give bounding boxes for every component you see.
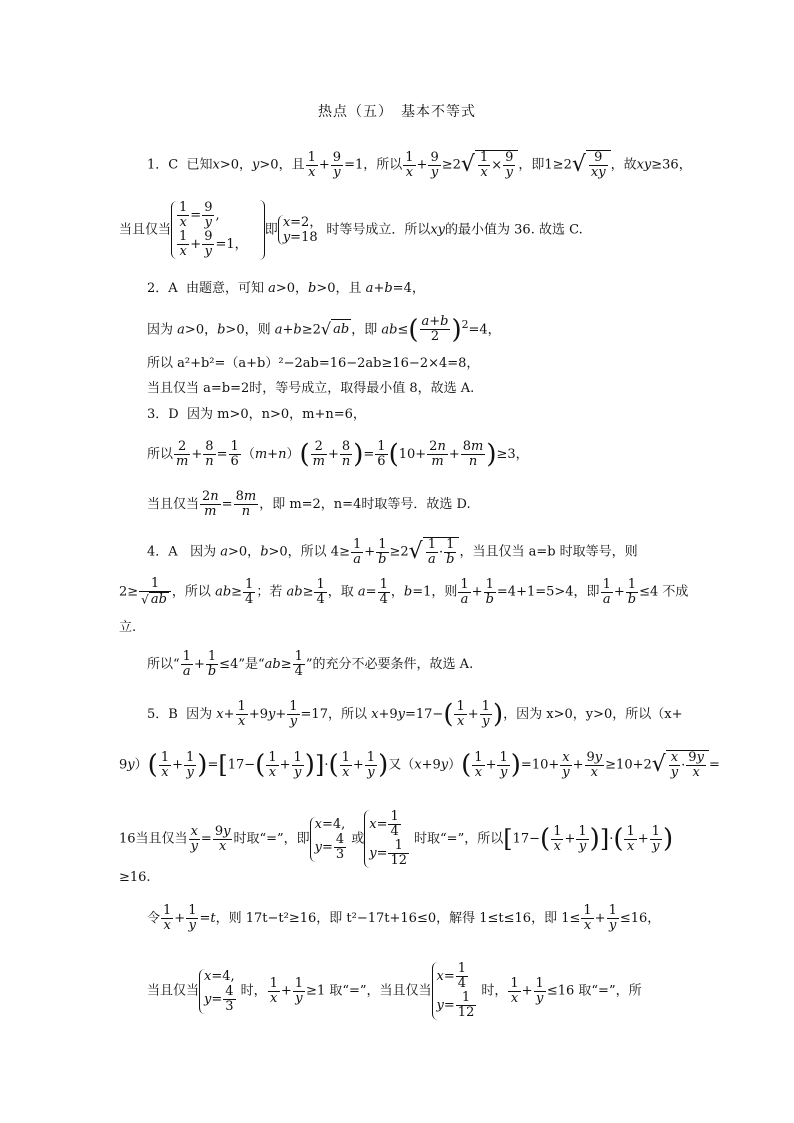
item-4-line-1: 4．A 因为 a>0，b>0，所以 4≥ $\frac{1}{a}$ + $\frac{1}{b}$ ≥2√ $\frac{1}{a}$ · $\frac{1}{b}$ ，当且仅当 a=b 时取等号，则 [147, 536, 638, 567]
text-segment: ，因为 x>0，y>0，所以（x+ [503, 707, 683, 722]
text-segment: 或 [351, 831, 365, 847]
text-segment: 时等号成立．所以 [326, 222, 431, 238]
text-segment: 因为 [147, 322, 174, 338]
item-4-line-2: 2≥ $\frac{1}{√ ab}$ ，所以 ab≥ $\frac{1}{4}$ ；若 ab≥ $\frac{1}{4}$ ，取 a= $\frac{1}{4}$ ，b=1，则 $\frac{1}{a}$ + $\frac{1}{b}$ =4+1=5>4，即 $\frac{1}{a}$ + $\frac{1}{b}$ ≤4 不成 [119, 576, 689, 607]
text-segment: ，则 [244, 322, 271, 338]
text-segment: 取“=”，所 [578, 983, 642, 999]
text-segment: 不成 [662, 584, 689, 600]
text-segment: ，当且仅当 a=b 时取等号，则 [459, 544, 638, 560]
text-segment: ，所以 [171, 584, 211, 600]
text-segment: 当且仅当 [119, 222, 172, 238]
item-5-line-5: 令 $\frac{1}{x}$ + $\frac{1}{y}$ =t，则 17t−t²≥16，即 t²−17t+16≤0，解得 1≤t≤16，即 1≤ $\frac{1}{x}$ + $\frac{1}{y}$ ≤16， [147, 903, 661, 933]
item-5-line-2: 9y）( $\frac{1}{x}$ + $\frac{1}{y}$ )=[17−( $\frac{1}{x}$ + $\frac{1}{y}$ )]·( $\frac{1}{x}$ + $\frac{1}{y}$ )又（x+9y）( $\frac{1}{x}$ + $\frac{1}{y}$ )=10+ $\frac{x}{y}$ + $\frac{9y}{x}$ ≥10+2√ $\frac{x}{y}$ · $\frac{9y}{x}$ = [119, 749, 720, 780]
item-3-line-2: 所以 $\frac{2}{m}$ + $\frac{8}{n}$ = $\frac{1}{6}$ （m+n）( $\frac{2}{m}$ + $\frac{8}{n}$ )= $\frac{1}{6}$ (10+ $\frac{2n}{m}$ + $\frac{8m}{n}$ )≥3， [147, 439, 529, 470]
text-segment: ，故 [610, 157, 637, 173]
text-segment: 因为 [186, 707, 213, 722]
item-number: 4 [147, 544, 156, 560]
text-segment: ，且 [278, 157, 305, 173]
item-5-line-3: 16当且仅当 $\frac{x}{y}$ = $\frac{9y}{x}$ 时取“=”，即 x=4, y= $\frac{4}{3}$ 或 x= $\frac{1}{4}$ y= $\frac{1}{12}$ 时取“=”，所以[17−( $\frac{1}{x}$ + $\frac{1}{y}$ )]·( $\frac{1}{x}$ + $\frac{1}{y}$ ) [119, 809, 674, 868]
item-answer: B [168, 707, 178, 722]
text-segment: 当且仅当 [147, 983, 200, 999]
text-segment: ”是“ [238, 657, 265, 672]
item-number: 3 [147, 407, 156, 422]
text-segment: ，则 [431, 584, 458, 600]
item-5-line-6: 当且仅当 x=4, y= $\frac{4}{3}$ 时， $\frac{1}{x}$ + $\frac{1}{y}$ ≥1 取“=”，当且仅当 x= $\frac{1}{4}$ y= $\frac{1}{12}$ 时， $\frac{1}{x}$ + $\frac{1}{y}$ ≤16 取“=”，所 [147, 961, 642, 1020]
item-1-line-1: 1．C 已知x>0，y>0，且 $\frac{1}{x}$ + $\frac{9}{y}$ =1，所以 $\frac{1}{x}$ + $\frac{9}{y}$ ≥2√ $\frac{1}{x}$ × $\frac{9}{y}$ ，即1≥2√ $\frac{9}{xy}$ ，故xy≥36， [147, 149, 692, 180]
text-segment: 令 [147, 911, 161, 926]
text-segment: ，所以 [327, 707, 367, 722]
text-segment: ，即 [518, 157, 545, 173]
text-segment: 因为 m>0，n>0，m+n=6， [187, 407, 366, 422]
text-segment: 即 [264, 222, 278, 238]
text-segment: ；若 [256, 584, 283, 600]
text-segment: 当且仅当 [135, 831, 188, 847]
text-segment: 当且仅当 [147, 497, 200, 512]
item-2-line-1: 2．A 由题意，可知 a>0，b>0，且 a+b=4， [147, 281, 425, 296]
text-segment: 取“=”，当且仅当 [329, 983, 432, 999]
item-5-line-4: ≥16. [119, 870, 151, 885]
item-2-line-2: 因为 a>0，b>0，则 a+b≥2√ ab ，即 ab≤( $\frac{a+b}{2}$ )$^2$=4， [147, 314, 501, 345]
item-answer: A [168, 281, 178, 296]
item-answer: C [168, 157, 179, 173]
item-2-line-3: 所以 a²+b²=（a+b）²−2ab=16−2ab≥16−2×4=8， [147, 356, 480, 371]
text-segment: 所以 [147, 447, 174, 462]
item-3-line-1: 3．D 因为 m>0，n>0，m+n=6， [147, 407, 366, 422]
item-answer: D [168, 407, 179, 422]
text-segment: 时， [240, 983, 267, 999]
item-number: 1 [147, 157, 156, 173]
item-5-line-1: 5．B 因为 x+ $\frac{1}{x}$ +9y+ $\frac{1}{y}$ =17，所以 x+9y=17−( $\frac{1}{x}$ + $\frac{1}{y}$ )，因为 x>0，y>0，所以（x+ [147, 699, 683, 730]
text-segment: 的最小值为 36. 故选 C. [445, 222, 583, 238]
text-segment: 由题意，可知 [185, 281, 264, 296]
text-segment: ”的充分不必要条件，故选 A. [305, 657, 474, 672]
text-segment: 时， [481, 983, 508, 999]
item-4-line-4: 所以“ $\frac{1}{a}$ + $\frac{1}{b}$ ≤4”是“ab≥ $\frac{1}{4}$ ”的充分不必要条件，故选 A. [147, 649, 474, 679]
text-segment: 因为 [190, 544, 217, 560]
item-3-line-3: 当且仅当 $\frac{2n}{m}$ = $\frac{8m}{n}$ ，即 m=2，n=4时取等号．故选 D. [147, 489, 471, 519]
item-answer: A [168, 544, 178, 560]
text-segment: 已知 [186, 157, 213, 173]
text-segment: 时取“=”，所以 [414, 831, 504, 847]
text-segment: ，则 17t−t²≥16，即 t²−17t+16≤0，解得 1≤t≤16，即 [215, 911, 558, 926]
text-segment: 所以“ [147, 657, 180, 672]
item-1-line-2: 当且仅当 $\frac{1}{x}$ = $\frac{9}{y}$ , $\frac{1}{x}$ + $\frac{9}{y}$ =1， 即 x=2， y=18 时等号成立．所以xy的最小值为 36. 故选 C. [119, 200, 583, 259]
text-segment: ，所以 [363, 157, 403, 173]
item-2-line-4: 当且仅当 a=b=2时，等号成立，取得最小值 8，故选 A. [147, 381, 475, 396]
page-title: 热点（五） 基本不等式 [318, 104, 476, 120]
text-segment: ，即 [351, 322, 378, 338]
item-number: 2 [147, 281, 156, 296]
text-segment: ，取 [327, 584, 354, 600]
item-number: 5 [147, 707, 156, 722]
text-segment: ，即 m=2，n=4时取等号．故选 D. [259, 497, 471, 512]
text-segment: 时取“=”，即 [233, 831, 310, 847]
item-4-line-3: 立. [119, 620, 137, 635]
